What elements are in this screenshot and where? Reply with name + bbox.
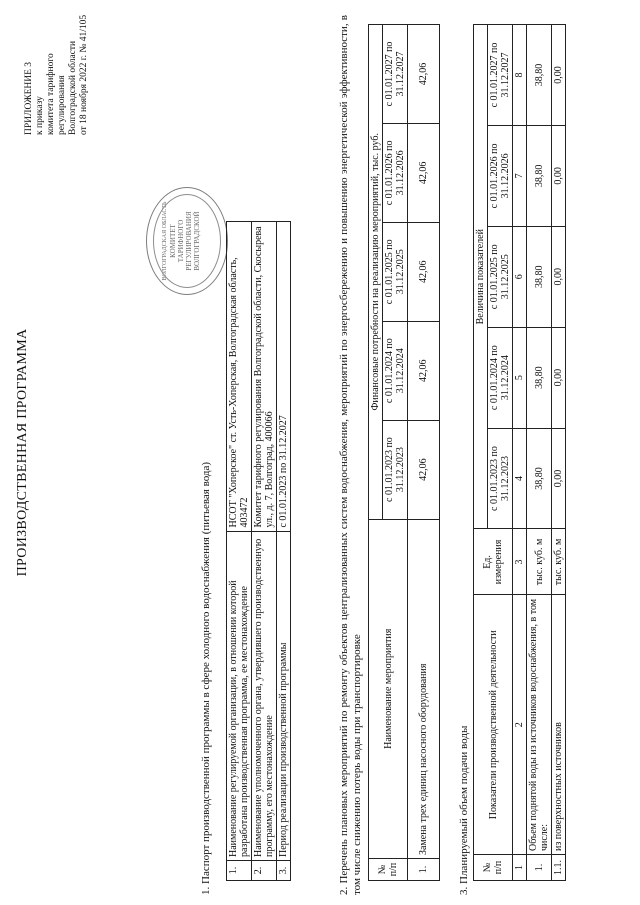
appendix-label: ПРИЛОЖЕНИЕ 3 bbox=[24, 61, 34, 135]
section1-heading: 1. Паспорт производственной программы в сфере холодного водоснабжения (питьевая вода) bbox=[200, 461, 212, 895]
column-number-row: 1 2 3 4 5 6 7 8 bbox=[513, 25, 527, 881]
col-header-period: с 01.01.2023 по 31.12.2023 bbox=[488, 428, 513, 529]
col-header-period: с 01.01.2027 по 31.12.2027 bbox=[383, 25, 408, 124]
section2-heading: 2. Перечень плановых мероприятий по ремонту объектов централизованных систем водоснабжения, мероприятий по энергосбережению и повышению энергетической эффективности, в том числе снижению потерь воды при транспортировке bbox=[338, 15, 363, 895]
table-row: 1. Наименование регулируемой организации, в отношении которой разработана производственная программа, ее местонахождение НСОТ "Хоперское" ст. Усть-Хоперская, Волгоградская область, 403472 bbox=[227, 222, 252, 881]
table-row: 1. Замена трех единиц насосного оборудования 42,06 42,06 42,06 42,06 42,06 bbox=[408, 25, 440, 881]
col-header-values: Величина показателей bbox=[474, 25, 488, 529]
approval-block: ПРИЛОЖЕНИЕ 3 к приказу комитета тарифного регулирования Волгоградской области от 18 ноября 2022 г. № 41/105 bbox=[24, 5, 90, 255]
order-reference: от 18 ноября 2022 г. № 41/105 bbox=[79, 14, 89, 135]
section3-heading: 3. Планируемый объем подачи воды bbox=[458, 725, 470, 895]
official-stamp: ВОЛГОГРАДСКАЯ ОБЛАСТЬ КОМИТЕТ ТАРИФНОГО РЕГУЛИРОВАНИЯ ВОЛГОГРАДСКОЙ bbox=[146, 187, 228, 295]
col-header-unit: Ед. измерения bbox=[474, 529, 513, 595]
col-header-num: № п/п bbox=[474, 855, 513, 881]
water-volume-table bbox=[473, 24, 566, 881]
col-header-period: с 01.01.2024 по 31.12.2024 bbox=[383, 321, 408, 420]
col-header-period: с 01.01.2027 по 31.12.2027 bbox=[488, 25, 513, 126]
col-header-finance: Финансовые потребности на реализацию мероприятий, тыс. руб. bbox=[369, 25, 383, 520]
table-row: 2. Наименование уполномоченного органа, утвердившего производственную программу, его местонахождение Комитет тарифного регулирования Волгоградской области, Скосырева ул., д. 7, Волгоград, 400066 bbox=[252, 222, 277, 881]
col-header-period: с 01.01.2023 по 31.12.2023 bbox=[383, 420, 408, 519]
passport-table bbox=[226, 221, 291, 881]
col-header-period: с 01.01.2026 по 31.12.2026 bbox=[488, 125, 513, 226]
col-header-period: с 01.01.2025 по 31.12.2025 bbox=[383, 222, 408, 321]
col-header-period: с 01.01.2026 по 31.12.2026 bbox=[383, 123, 408, 222]
measures-table bbox=[368, 24, 440, 881]
col-header-period: с 01.01.2025 по 31.12.2025 bbox=[488, 226, 513, 327]
col-header-indicator: Показатели производственной деятельности bbox=[474, 595, 513, 855]
col-header-name: Наименование мероприятия bbox=[369, 519, 408, 858]
table-row: 1. Объем поднятой воды из источников водоснабжения, в том числе: тыс. куб. м 38,80 38,80 38,80 38,80 38,80 bbox=[527, 25, 552, 881]
table-row: 3. Период реализации производственной программы с 01.01.2023 по 31.12.2027 bbox=[277, 222, 291, 881]
page-title: ПРОИЗВОДСТВЕННАЯ ПРОГРАММА bbox=[15, 328, 30, 577]
table-row: 1.1. из поверхностных источников тыс. куб. м 0,00 0,00 0,00 0,00 0,00 bbox=[552, 25, 566, 881]
col-header-period: с 01.01.2024 по 31.12.2024 bbox=[488, 327, 513, 428]
col-header-num: № п/п bbox=[369, 859, 408, 881]
